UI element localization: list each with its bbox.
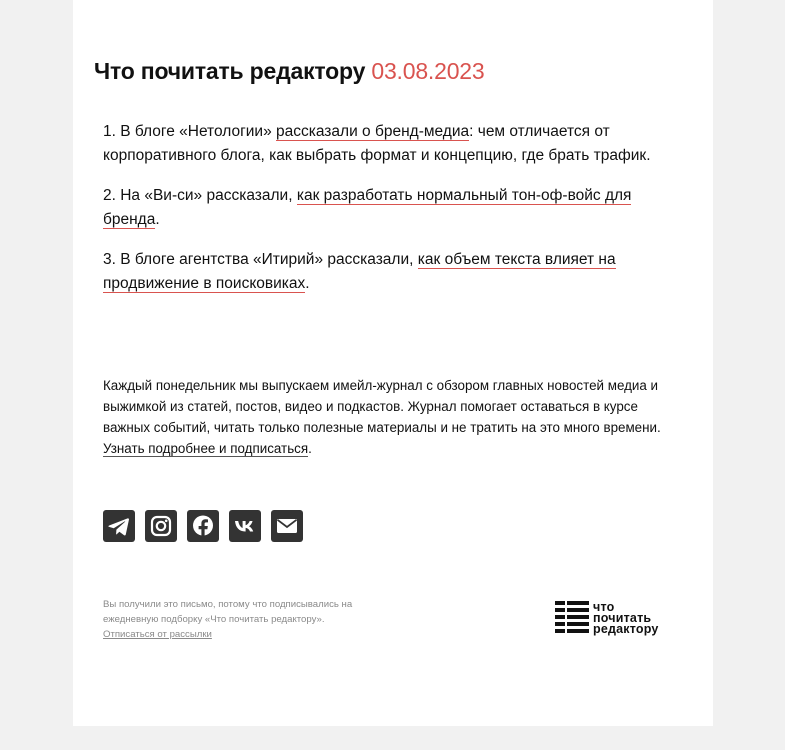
vk-icon[interactable] <box>229 510 261 542</box>
logo-line: почитать <box>593 610 652 625</box>
list-item <box>103 184 663 232</box>
logo-line: редактору <box>593 621 659 636</box>
facebook-icon[interactable] <box>187 510 219 542</box>
unsubscribe-link[interactable]: Отписаться от рассылки <box>103 629 212 640</box>
social-links <box>103 510 313 542</box>
newsletter-description <box>103 375 688 459</box>
list-item <box>103 248 663 296</box>
item-prefix: 2. На «Ви-си» рассказали, <box>103 187 297 204</box>
footer-text: Вы получили это письмо, потому что подписывались на ежедневную подборку «Что почитать редактору». <box>103 599 353 625</box>
blurb-suffix: . <box>308 441 312 456</box>
blurb-text: Каждый понедельник мы выпускаем имейл-журнал с обзором главных новостей медиа и выжимкой из статей, постов, видео и подкастов. Журнал помогает оставаться в курсе важных событий, читать только полезные материалы и не тратить на это много времени. <box>103 378 661 435</box>
article-link[interactable]: рассказали о бренд-медиа <box>276 123 470 140</box>
title-date: 03.08.2023 <box>371 58 485 84</box>
footer-note <box>103 597 393 642</box>
article-link[interactable]: как объем текста влияет на продвижение в поисковиках <box>103 251 616 292</box>
subscribe-link[interactable]: Узнать подробнее и подписаться <box>103 441 309 456</box>
item-prefix: 1. В блоге «Нетологии» <box>103 123 276 140</box>
article-list <box>103 120 663 312</box>
title-text: Что почитать редактору <box>94 58 366 84</box>
page-title <box>94 58 485 85</box>
email-card <box>73 0 713 726</box>
item-suffix: : чем отличается от корпоративного блога, как выбрать формат и концепцию, где брать трафик. <box>103 123 651 164</box>
instagram-icon[interactable] <box>145 510 177 542</box>
telegram-icon[interactable] <box>103 510 135 542</box>
brand-logo <box>555 600 659 636</box>
list-item <box>103 120 663 168</box>
logo-line: что <box>593 599 615 614</box>
email-icon[interactable] <box>271 510 303 542</box>
logo-mark-icon <box>555 600 589 636</box>
item-suffix: . <box>155 211 160 228</box>
item-suffix: . <box>305 275 310 292</box>
item-prefix: 3. В блоге агентства «Итирий» рассказали, <box>103 251 418 268</box>
logo-text <box>593 599 659 636</box>
article-link[interactable]: как разработать нормальный тон-оф-войс для бренда <box>103 187 632 228</box>
